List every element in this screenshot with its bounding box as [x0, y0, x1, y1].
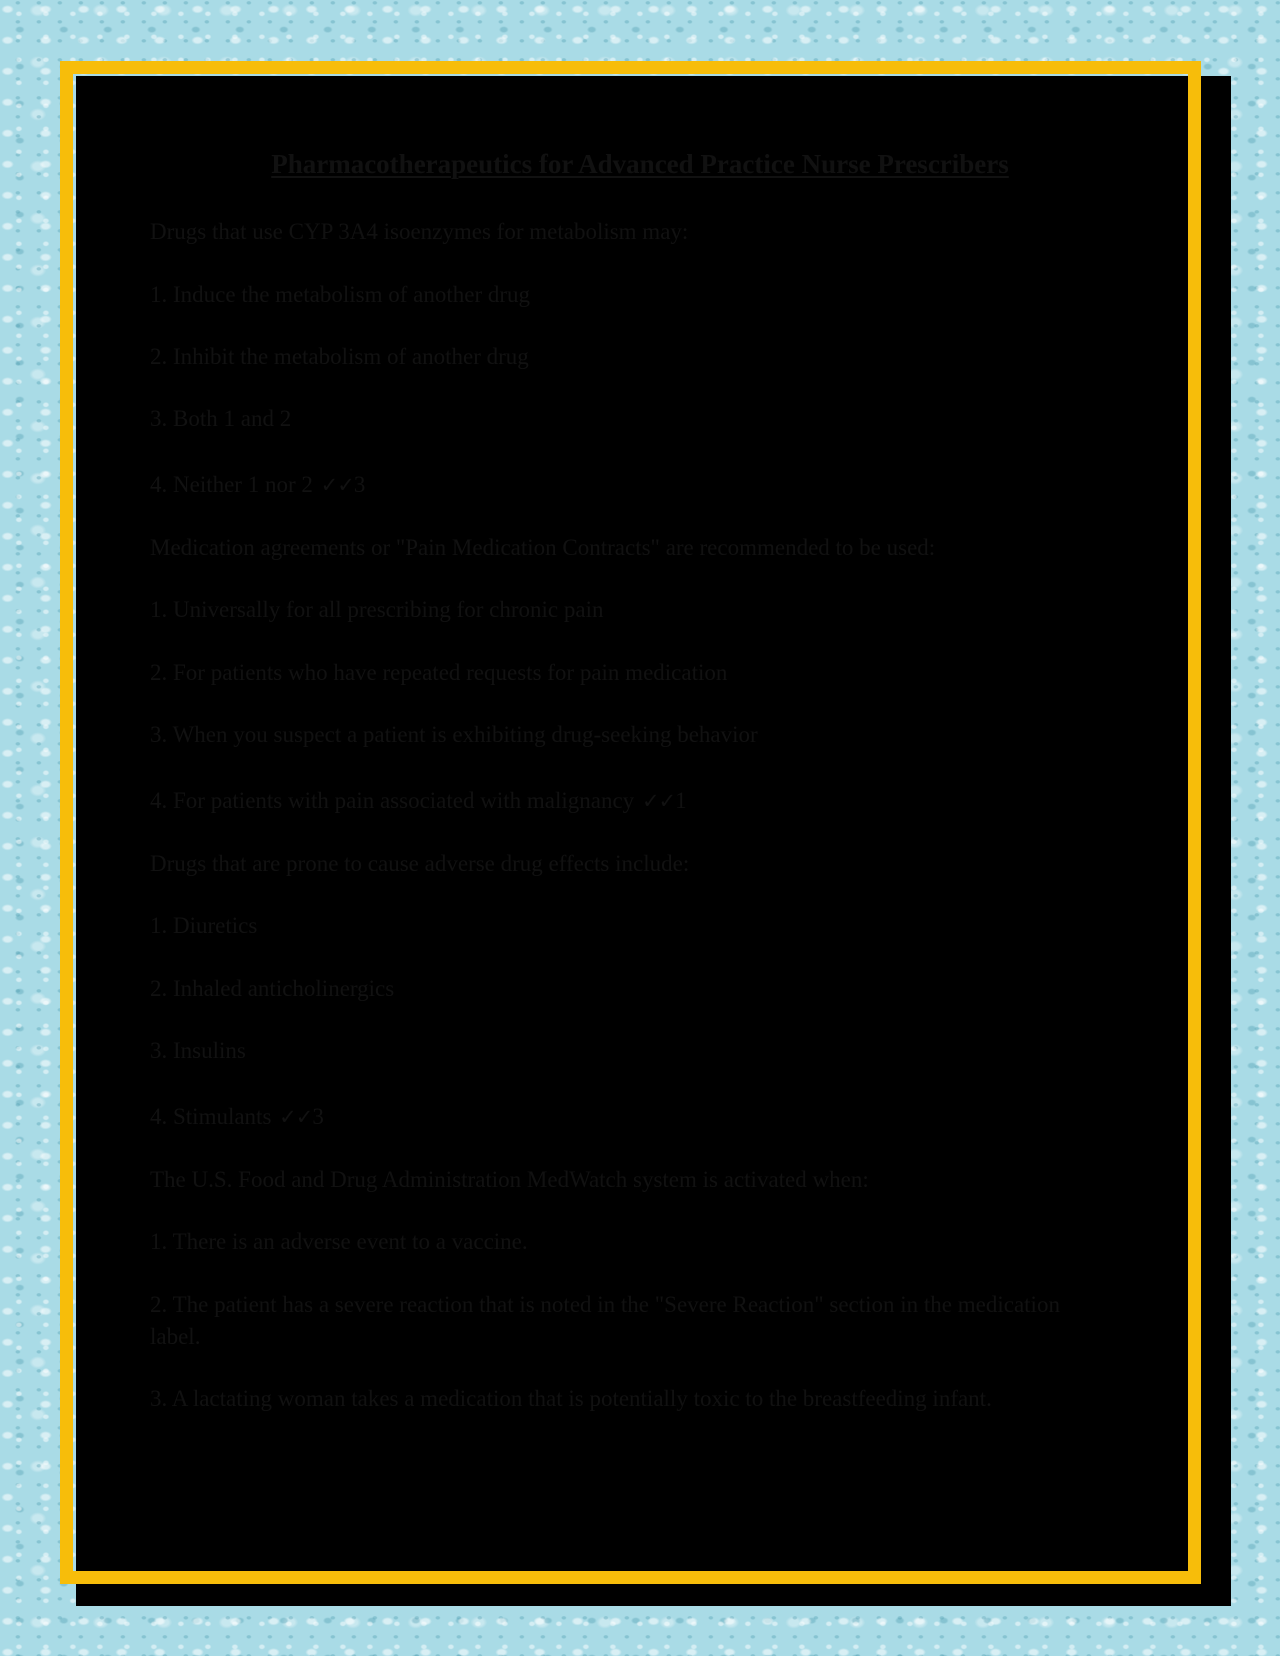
question-3-answer: 3: [312, 1104, 324, 1129]
question-1-option-1: 1. Induce the metabolism of another drug: [150, 282, 531, 307]
question-1-answer: 3: [353, 472, 366, 497]
document-title: Pharmacotherapeutics for Advanced Practice Nurse Prescribers: [271, 149, 1009, 179]
answer-check-icon: ✓✓: [641, 789, 676, 813]
question-3-prompt: Drugs that are prone to cause adverse drug effects include:: [150, 851, 690, 876]
question-4-option-3: 3. A lactating woman takes a medication that is potentially toxic to the breastfeeding infant.: [150, 1386, 992, 1411]
question-2-option-4: [150, 785, 687, 817]
question-2-answer: 1: [675, 788, 687, 813]
question-3-option-4-text: 4. Stimulants: [150, 1104, 272, 1129]
question-1-option-3: 3. Both 1 and 2: [150, 406, 292, 431]
question-1-option-4-text: 4. Neither 1 nor 2: [150, 472, 313, 497]
question-3-option-1: 1. Diuretics: [150, 913, 258, 938]
question-3-option-2: 2. Inhaled anticholinergics: [150, 976, 395, 1001]
question-2-option-2: 2. For patients who have repeated requests for pain medication: [150, 660, 728, 685]
question-4-option-2: 2. The patient has a severe reaction that is noted in the "Severe Reaction" section in the medication label.: [150, 1292, 1060, 1349]
question-3-option-3: 3. Insulins: [150, 1038, 246, 1063]
question-2-option-4-text: 4. For patients with pain associated with malignancy: [150, 788, 635, 813]
answer-check-icon: ✓✓: [279, 1105, 313, 1129]
question-2-option-1: 1. Universally for all prescribing for chronic pain: [150, 597, 604, 622]
question-1-option-2: 2. Inhibit the metabolism of another drug: [150, 344, 529, 369]
question-1-option-4: [150, 469, 365, 501]
question-4-prompt: The U.S. Food and Drug Administration MedWatch system is activated when:: [150, 1167, 869, 1192]
question-1-prompt: Drugs that use CYP 3A4 isoenzymes for metabolism may:: [150, 219, 689, 244]
answer-check-icon: ✓✓: [320, 473, 354, 497]
question-4-option-1: 1. There is an adverse event to a vaccine.: [150, 1229, 528, 1254]
question-2-option-3: 3. When you suspect a patient is exhibiting drug-seeking behavior: [150, 722, 758, 747]
question-3-option-4: [150, 1101, 324, 1133]
question-2-prompt: Medication agreements or "Pain Medication Contracts" are recommended to be used:: [150, 535, 936, 560]
